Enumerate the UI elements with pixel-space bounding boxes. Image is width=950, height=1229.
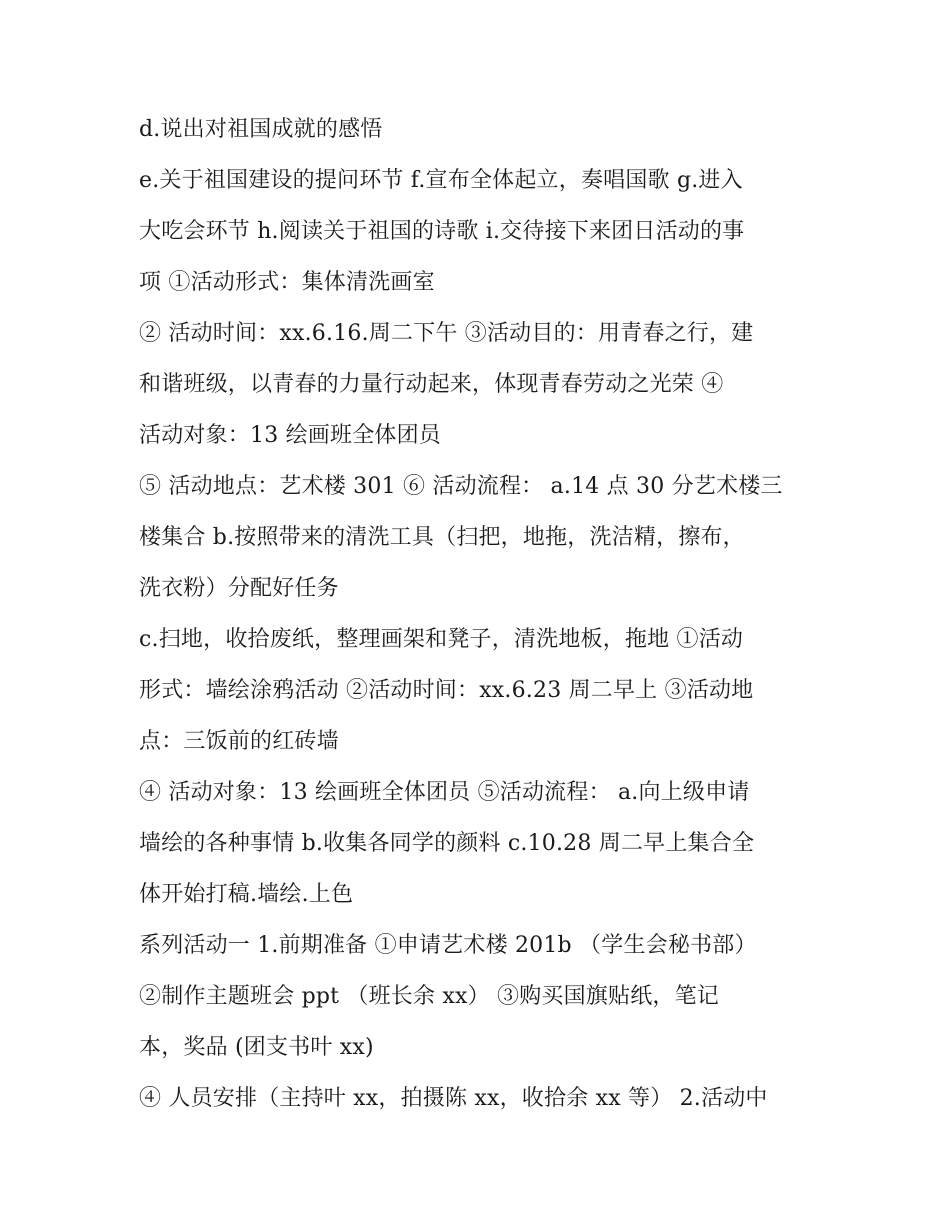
text-line: 形式：墙绘涂鸦活动 ②活动时间：xx.6.23 周二早上 ③活动地 — [139, 678, 754, 703]
text-line: 本，奖品 (团支书叶 xx) — [139, 1035, 374, 1060]
text-line: 和谐班级，以青春的力量行动起来，体现青春劳动之光荣 ④ — [139, 372, 724, 397]
text-line: 体开始打稿.墙绘.上色 — [139, 882, 354, 907]
text-line: ④ 活动对象：13 绘画班全体团员 ⑤活动流程： a.向上级申请 — [139, 780, 750, 805]
text-line: ②制作主题班会 ppt （班长余 xx） ③购买国旗贴纸，笔记 — [139, 984, 719, 1009]
text-line: 楼集合 b.按照带来的清洗工具（扫把，地拖，洗洁精，擦布， — [139, 525, 745, 550]
text-line: d.说出对祖国成就的感悟 — [139, 117, 383, 142]
text-line: 洗衣粉）分配好任务 — [139, 576, 339, 601]
text-line: ⑤ 活动地点：艺术楼 301 ⑥ 活动流程： a.14 点 30 分艺术楼三 — [139, 474, 783, 499]
text-line: 点：三饭前的红砖墙 — [139, 729, 339, 754]
text-line: ② 活动时间：xx.6.16.周二下午 ③活动目的：用青春之行，建 — [139, 321, 754, 346]
document-body — [139, 108, 829, 1128]
text-line: 系列活动一 1.前期准备 ①申请艺术楼 201b （学生会秘书部） — [139, 933, 757, 958]
text-line: ④ 人员安排（主持叶 xx，拍摄陈 xx，收拾余 xx 等） 2.活动中 — [139, 1086, 768, 1111]
text-line: 活动对象：13 绘画班全体团员 — [139, 423, 441, 448]
text-line: c.扫地，收拾废纸，整理画架和凳子，清洗地板，拖地 ①活动 — [139, 627, 744, 652]
text-line: 项 ①活动形式：集体清洗画室 — [139, 270, 435, 295]
text-line: e.关于祖国建设的提问环节 f.宣布全体起立，奏唱国歌 g.进入 — [139, 168, 743, 193]
text-line: 大吃会环节 h.阅读关于祖国的诗歌 i.交待接下来团日活动的事 — [139, 219, 745, 244]
text-line: 墙绘的各种事情 b.收集各同学的颜料 c.10.28 周二早上集合全 — [139, 831, 755, 856]
